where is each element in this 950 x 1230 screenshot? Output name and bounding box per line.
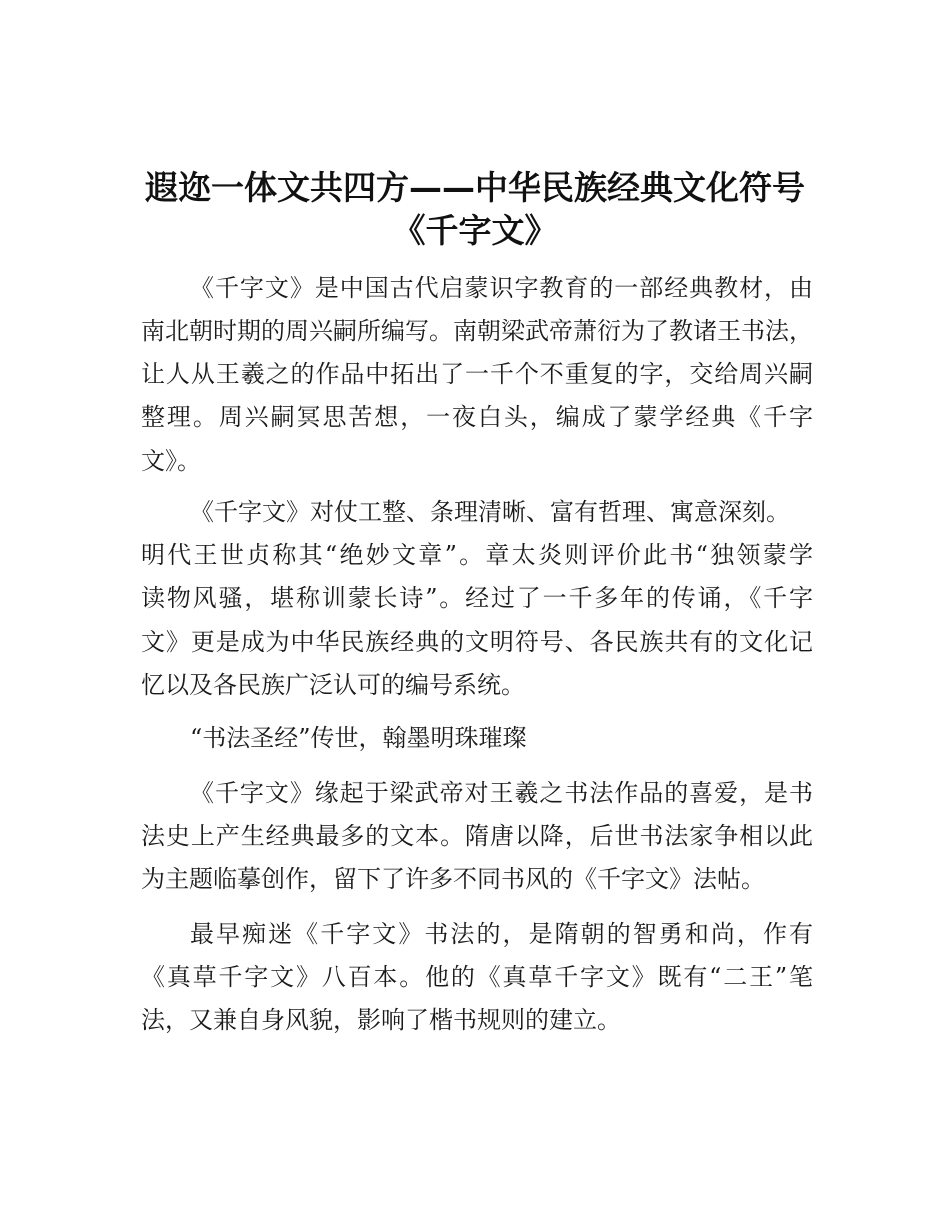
paragraph-line: 法史上产生经典最多的文本。隋唐以降，后世书法家争相以此 (141, 822, 813, 850)
paragraph-line: 让人从王羲之的作品中拓出了一千个不重复的字，交给周兴嗣 (141, 360, 813, 388)
document-title-line-2: 《千字文》 (392, 211, 558, 250)
section-heading-text: “书法圣经”传世，翰墨明珠璀璨 (190, 724, 527, 752)
paragraph-line: 《千字文》是中国古代启蒙识字教育的一部经典教材，由 (190, 274, 813, 302)
paragraph-line: 明代王世贞称其“绝妙文章”。章太炎则评价此书“独领蒙学 (141, 541, 813, 569)
paragraph-line: 《千字文》对仗工整、条理清晰、富有哲理、寓意深刻。 (190, 498, 790, 526)
paragraph-line: 整理。周兴嗣冥思苦想，一夜白头，编成了蒙学经典《千字 (141, 403, 813, 431)
paragraph-line: 《千字文》缘起于梁武帝对王羲之书法作品的喜爱，是书 (190, 779, 813, 807)
paragraph-line: 《真草千字文》八百本。他的《真草千字文》既有“二王”笔 (141, 963, 813, 991)
paragraph-line: 南北朝时期的周兴嗣所编写。南朝梁武帝萧衍为了教诸王书法， (141, 317, 813, 345)
paragraph-line: 忆以及各民族广泛认可的编号系统。 (141, 671, 525, 699)
document-title-line-1: 遐迩一体文共四方——中华民族经典文化符号 (145, 168, 805, 207)
paragraph-line: 文》。 (141, 447, 201, 475)
paragraph-line: 文》更是成为中华民族经典的文明符号、各民族共有的文化记 (141, 628, 813, 656)
paragraph-line: 读物风骚，堪称训蒙长诗”。经过了一千多年的传诵，《千字 (141, 584, 813, 612)
paragraph-line: 最早痴迷《千字文》书法的，是隋朝的智勇和尚，作有 (190, 920, 813, 948)
paragraph-line: 法，又兼自身风貌，影响了楷书规则的建立。 (141, 1006, 621, 1034)
paragraph-line: 为主题临摹创作，留下了许多不同书风的《千字文》法帖。 (141, 865, 765, 893)
